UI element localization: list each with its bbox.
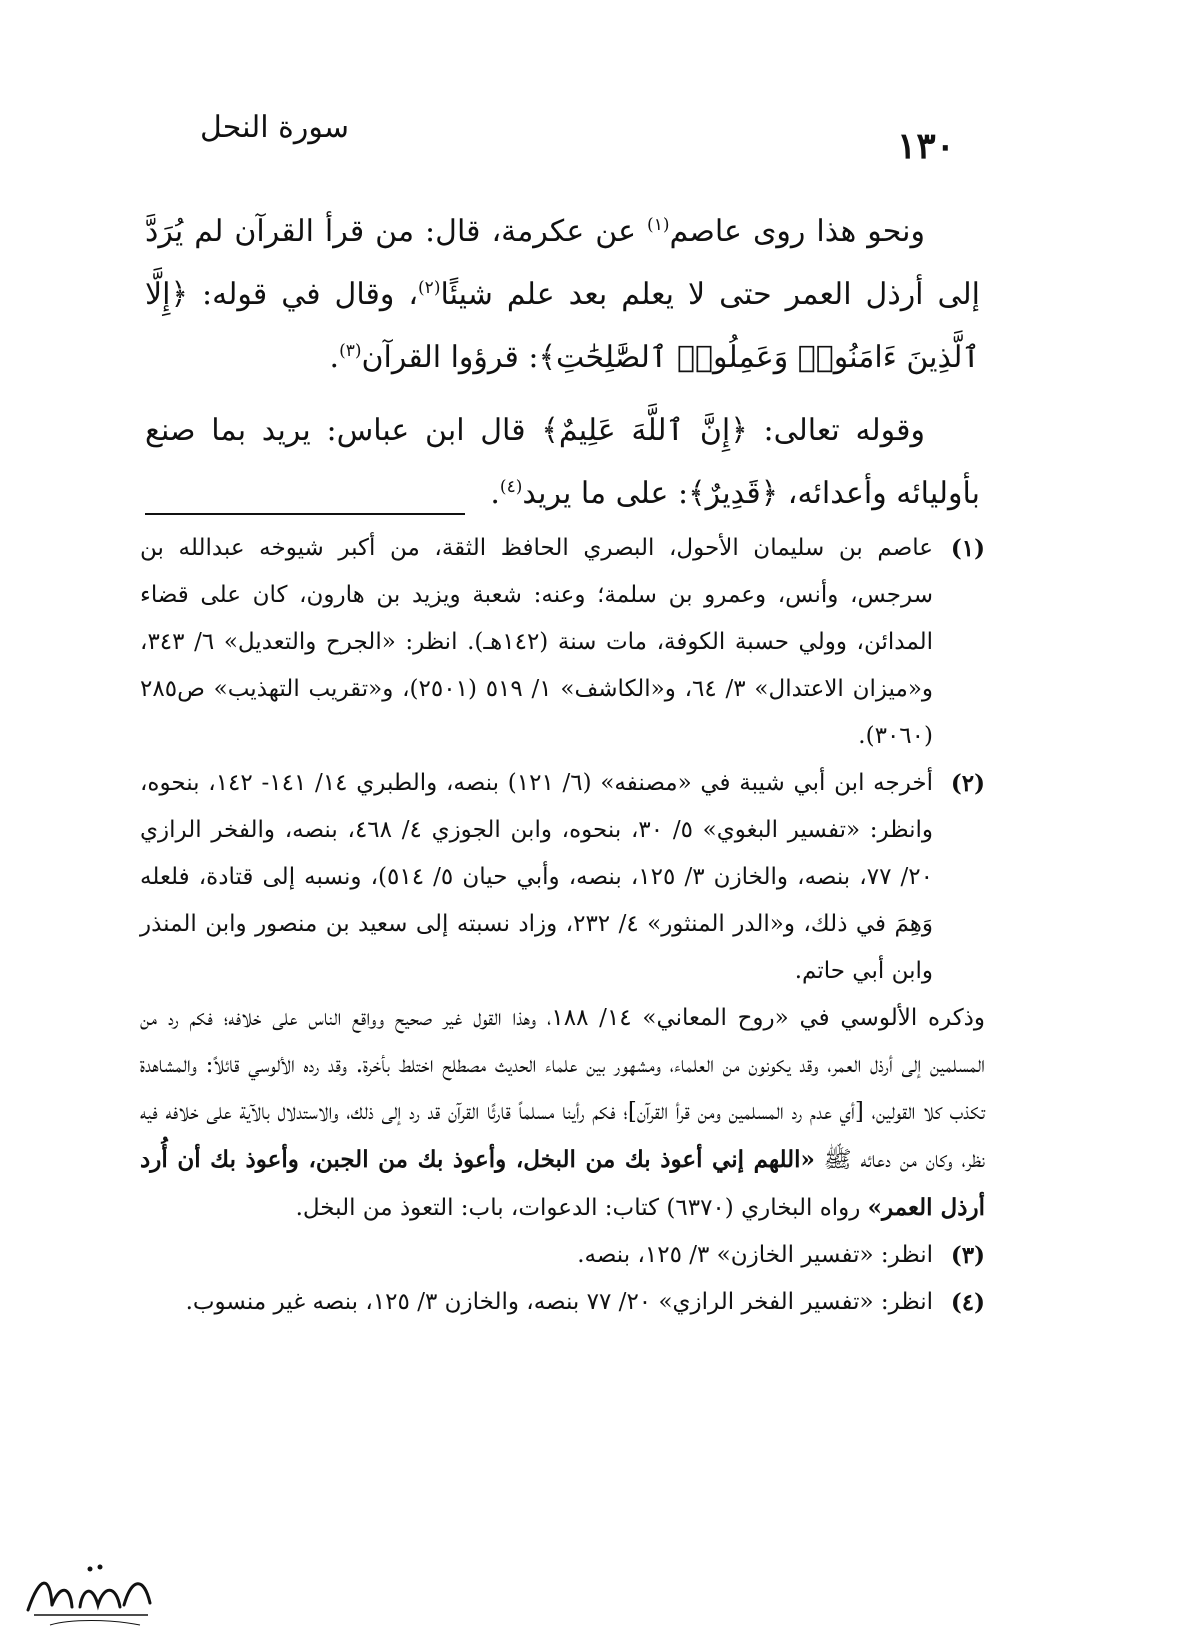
text-run: ، وقال في قوله: ﴿إِلَّا ٱلَّذِينَ ءَامَنُوا۟ وَعَمِلُوا۟ ٱلصَّٰلِحَٰتِ﴾: قرؤوا القرآن <box>145 277 980 375</box>
footnote-3 <box>140 1232 985 1279</box>
footnote-mark: (٤) <box>950 1289 985 1316</box>
footnote-ref-3[interactable]: (٣) <box>339 341 362 361</box>
text-run: ونحو هذا روى عاصم <box>669 214 926 249</box>
footnote-1 <box>140 525 985 760</box>
footnote-2-continued <box>140 995 985 1232</box>
footnote-2 <box>140 760 985 995</box>
running-header: سورة النحل <box>200 110 349 145</box>
page-number: ١٣٠ <box>896 125 955 167</box>
text-run: . <box>329 340 340 375</box>
footnote-text: أخرجه ابن أبي شيبة في «مصنفه» (٦/ ١٢١) بنصه، والطبري ١٤/ ١٤١- ١٤٢، بنحوه، وانظر: «تفسير البغوي» ٥/ ٣٠، بنحوه، وابن الجوزي ٤/ ٤٦٨، بنصه، والفخر الرازي ٢٠/ ٧٧، بنصه، والخازن ٣/ ١٢٥، بنصه، وأبي حيان ٥/ ٥١٤)، ونسبه إلى قتادة، فلعله وَهِمَ في ذلك، و«الدر المنثور» ٤/ ٢٣٢، وزاد نسبته إلى سعيد بن منصور وابن المنذر وابن أبي حاتم. <box>140 770 934 984</box>
hadith-quote: «اللهم إني أعوذ بك من البخل، وأعوذ بك من الجبن، وأعوذ بك أن أُرد أرذل العمر» <box>140 1146 985 1221</box>
footnote-text: عاصم بن سليمان الأحول، البصري الحافظ الثقة، من أكبر شيوخه عبدالله بن سرجس، وأنس، وعمرو بن سلمة؛ وعنه: شعبة ويزيد بن هارون، كان على قضاء المدائن، وولي حسبة الكوفة، مات سنة (١٤٢هـ). انظر: «الجرح والتعديل» ٦/ ٣٤٣، و«ميزان الاعتدال» ٣/ ٦٤، و«الكاشف» ١/ ٥١٩ (٢٥٠١)، و«تقريب التهذيب» ص٢٨٥ (٣٠٦٠). <box>140 535 934 749</box>
publisher-stamp-logo <box>20 1555 160 1635</box>
paragraph-1 <box>145 200 980 389</box>
footnote-ref-2[interactable]: (٢) <box>418 278 441 298</box>
footnote-text: انظر: «تفسير الفخر الرازي» ٢٠/ ٧٧ بنصه، والخازن ٣/ ١٢٥، بنصه غير منسوب. <box>185 1289 933 1315</box>
footnote-ref-4[interactable]: (٤) <box>499 477 523 497</box>
paragraph-2 <box>145 399 980 525</box>
footnotes <box>140 525 985 1326</box>
footnote-4 <box>140 1279 985 1326</box>
calligraphy-logo-icon <box>20 1555 160 1635</box>
text-run: عن عكرمة، قال: من قرأ القرآن لم يُرَدَّ إلى أرذل العمر حتى لا يعلم بعد علم شيئًا <box>145 214 980 312</box>
main-text <box>145 200 980 535</box>
text-run: وقوله تعالى: ﴿إِنَّ ٱللَّهَ عَلِيمٌ﴾ قال ابن عباس: يريد بما صنع بأوليائه وأعدائه، ﴿قَدِيرٌ﴾: على ما يريد <box>145 413 980 511</box>
footnote-mark: (٢) <box>950 770 985 797</box>
footnote-text: رواه البخاري (٦٣٧٠) كتاب: الدعوات، باب: التعوذ من البخل. <box>295 1195 868 1221</box>
footnote-separator <box>145 513 465 515</box>
footnote-ref-1[interactable]: (١) <box>647 215 670 235</box>
footnote-mark: (١) <box>950 535 985 562</box>
footnote-text: وذكره الألوسي في «روح المعاني» ١٤/ ١٨٨، وهذا القول غير صحيح وواقع الناس على خلافه؛ فكم رد من المسلمين إلى أرذل العمر، وقد يكونون من العلماء، ومشهور بين علماء الحديث مصطلح اختلط بأخرة. وقد رده الألوسي قائلاً: والمشاهدة تكذب كلا القولين، [أي عدم رد المسلمين ومن قرأ القرآن]؛ فكم رأينا مسلماً قارئًا القرآن قد رد إلى ذلك، والاستدلال بالآية على خلافه فيه نظر، وكان من دعائه ﷺ <box>140 1005 985 1173</box>
footnote-text: انظر: «تفسير الخازن» ٣/ ١٢٥، بنصه. <box>577 1242 933 1268</box>
text-run: . <box>490 476 500 511</box>
footnote-mark: (٣) <box>950 1242 985 1269</box>
